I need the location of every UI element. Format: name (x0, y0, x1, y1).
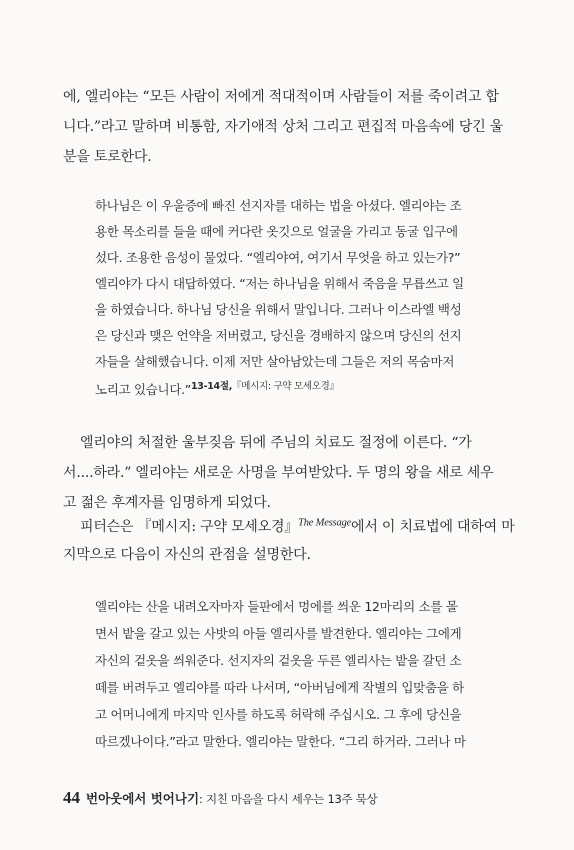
book-subtitle: : 지친 마음을 다시 세우는 13주 묵상 (199, 792, 378, 806)
quote-text-line: 엘리야가 다시 대답하였다. “저는 하나님을 위해서 죽음을 무릅쓰고 일 (95, 276, 464, 291)
body-text-line: 고 젊은 후계자를 임명하게 되었다. (63, 495, 271, 511)
quote-text: 노리고 있습니다.” (95, 382, 191, 398)
quote-text-line: 섰다. 조용한 음성이 물었다. “엘리야여, 여기서 무엇을 하고 있는가?” (95, 250, 461, 265)
body-text-line: 지막으로 다음이 자신의 관점을 설명한다. (63, 547, 311, 563)
english-book-title: The Message (298, 517, 352, 529)
quote-text-line: 면서 밭을 갈고 있는 사밧의 아들 엘리사를 발견한다. 엘리야는 그에게 (95, 626, 462, 641)
quote-text-line: 엘리야는 산을 내려오자마자 들판에서 멍에를 씌운 12마리의 소를 몰 (95, 599, 458, 614)
quote-text-line: 떼를 버려두고 엘리야를 따라 나서며, “아버님에게 작별의 입맞춤을 하 (95, 680, 464, 695)
body-text-line: 엘리야의 처절한 울부짖음 뒤에 주님의 치료도 절정에 이른다. “가 (80, 435, 472, 451)
quote-text-line: 용한 목소리를 들을 때에 커다란 옷깃으로 얼굴을 가리고 동굴 입구에 (95, 224, 458, 239)
citation-reference: 13-14절, (190, 381, 233, 392)
citation-source: 『메시지: 구약 모세오경』 (232, 381, 339, 392)
body-text: 피터슨은 『메시지: 구약 모세오경』 (80, 519, 299, 535)
quote-text-line: 은 당신과 맺은 언약을 저버렸고, 당신을 경배하지 않으며 당신의 선지 (95, 328, 462, 343)
quote-text-line: 을 하였습니다. 하나님 당신을 위해서 말입니다. 그러나 이스라엘 백성 (95, 302, 462, 317)
quote-text-line: 자신의 겉옷을 씌워준다. 선지자의 겉옷을 두른 엘리사는 밭을 갈던 소 (95, 653, 462, 668)
body-text-line: 에, 엘리야는 “모든 사람이 저에게 적대적이며 사람들이 저를 죽이려고 합 (63, 89, 499, 105)
page-number: 44 (63, 788, 80, 807)
body-text-line: 니다.”라고 말하며 비통함, 자기애적 상처 그리고 편집적 마음속에 당긴 울 (63, 119, 504, 135)
body-text-line: 서....하라.” 엘리야는 새로운 사명을 부여받았다. 두 명의 왕을 새로 세우 (63, 465, 494, 481)
quote-last-line (95, 378, 339, 398)
quote-text-line: 하나님은 이 우울증에 빠진 선지자를 대하는 법을 아셨다. 엘리야는 조 (95, 198, 462, 213)
body-text: 에서 이 치료법에 대하여 마 (351, 519, 515, 535)
book-title: 번아웃에서 벗어나기 (86, 791, 200, 806)
body-text-line: 분을 토로한다. (63, 149, 152, 165)
page-footer (63, 788, 377, 808)
quote-text-line: 고 어머니에게 마지막 인사를 하도록 허락해 주십시오. 그 후에 당신을 (95, 707, 462, 722)
quote-text-line: 따르겠나이다.”라고 말한다. 엘리야는 말한다. “그리 하거라. 그러나 마 (95, 734, 466, 749)
body-text-line (80, 516, 515, 536)
quote-text-line: 자들을 살해했습니다. 이제 저만 살아남았는데 그들은 저의 목숨마저 (95, 354, 455, 369)
